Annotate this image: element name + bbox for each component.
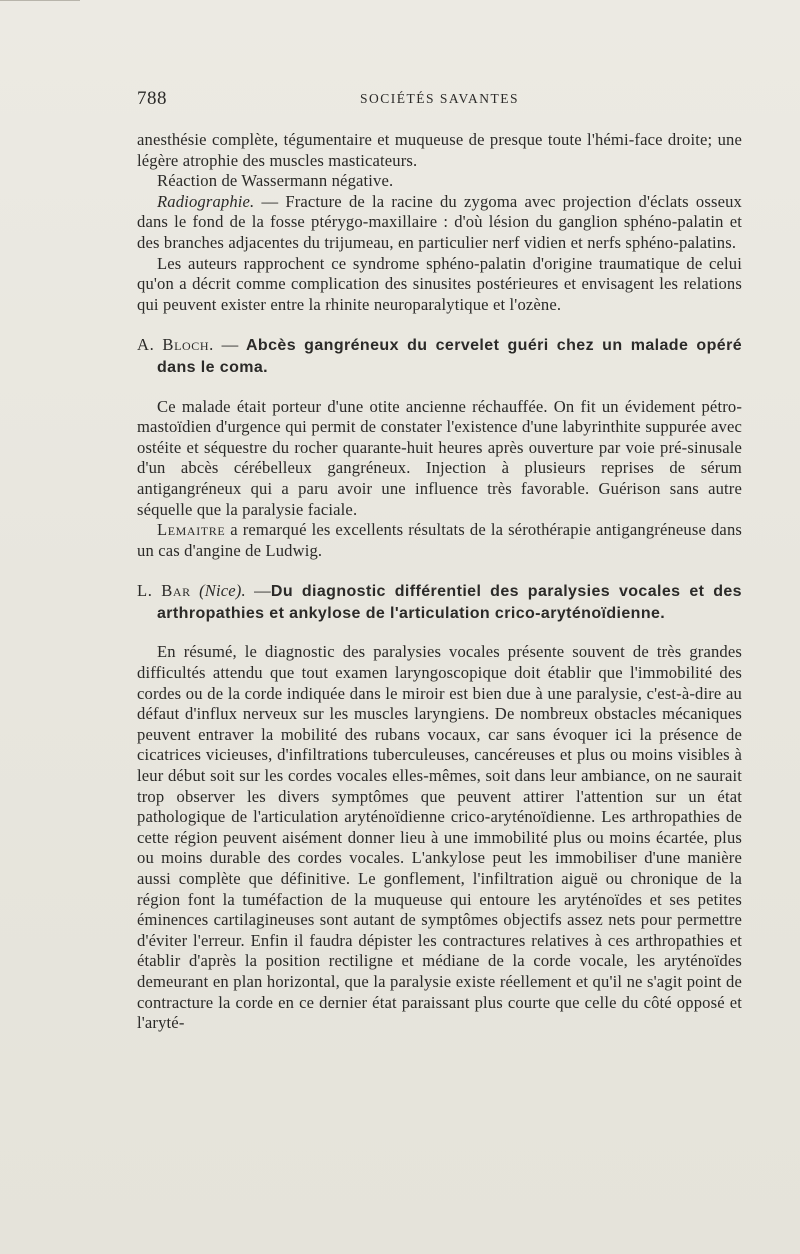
paper-title-abces: Abcès gangréneux du cervelet guéri chez un malade opéré dans le coma. (157, 337, 742, 376)
paragraph-lemaitre (137, 520, 742, 561)
paragraph-bar-resume: En résumé, le diagnostic des paralysies vocales présente souvent de très grandes difficultés attendu que tout examen laryngoscopique doit établir que l'immobilité des cordes ou de la corde indiquée dans le miroir est bien due à une paralysie, c'est-à-dire au défaut d'influx nerveux sur les muscles laryngiens. De nombreux obstacles mécaniques peuvent entraver la mobilité des rubans vocaux, car sans évoquer ici la présence de cicatrices vicieuses, d'infiltrations tuberculeuses, cancéreuses et plus ou moins visibles à leur début soit sur les cordes vocales elles-mêmes, soit dans leur ambiance, on ne saurait trop observer les divers symptômes que peuvent attirer l'attention sur un état pathologique de l'articulation aryténoïdienne crico-aryténoïdienne. Les arthropathies de cette région peuvent aisément donner lieu à une immobilité plus ou moins écartée, plus ou moins durable des cordes vocales. L'ankylose peut les immobiliser d'une manière aussi complète que définitive. Le gonflement, l'infiltration aiguë ou chronique de la région font la tuméfaction de la muqueuse qui entoure les aryténoïdes et ses petites éminences cartilagineuses sont autant de symptômes objectifs assez nets pour permettre d'éviter l'erreur. Enfin il faudra dépister les contractures relatives à ces arthropathies et établir d'après la position rectiligne et médiane de la corde vocale, les aryténoïdes demeurant en plan horizontal, que la paralysie existe réellement et qu'il ne s'agit point de contracture la corde en ce dernier état paraissant plus courte que celle du côté opposé et l'aryté- (137, 642, 742, 1033)
author-bloch: A. Bloch. (137, 335, 214, 355)
heading-dash: — (245, 581, 271, 601)
paper-title-diagnostic: Du diagnostic différentiel des paralysies vocales et des arthropathies et ankylose de l'articulation crico-aryténoïdienne. (157, 583, 742, 622)
radiographie-label: Radiographie. (157, 191, 255, 211)
spacer (137, 624, 742, 642)
paragraph-wassermann: Réaction de Wassermann négative. (157, 171, 394, 191)
spacer (137, 379, 742, 397)
paragraph-bloch-case: Ce malade était porteur d'une otite ancienne réchauffée. On fit un évidement pétro-mastoïdien d'urgence qui permit de constater l'existence d'une labyrinthite suppurée avec ostéite et séquestre du rocher quarante-huit heures après ouverture par voie pré-sinusale d'un abcès cérébelleux gangréneux. Injection à plusieurs reprises de sérum antigangréneux qui a paru avoir une influence très favorable. Guérison sans autre séquelle que la paralysie faciale. (137, 396, 742, 519)
author-bar: L. Bar (137, 581, 191, 601)
page-header (137, 88, 742, 112)
radiographie-text: — Fracture de la racine du zygoma avec projection d'éclats osseux dans le fond de la fosse ptérygo-maxillaire : d'où lésion du ganglion sphéno-palatin et des branches adjacentes du trijumeau, en particulier nerf vidien et nerfs sphéno-palatins. (137, 191, 742, 252)
heading-dash: — (213, 335, 246, 355)
paragraph-conclusion: Les auteurs rapprochent ce syndrome sphéno-palatin d'origine traumatique de celui qu'on a décrit comme complication des sinusites postérieures et envisagent les relations qui peuvent exister entre la rhinite neuroparalytique et l'ozène. (137, 253, 742, 314)
author-lemaitre: Lemaitre (157, 520, 226, 540)
section-heading-bar (137, 581, 742, 624)
article-body (137, 130, 742, 1034)
paragraph-radiographie (137, 192, 742, 254)
spacer (137, 315, 742, 335)
section-heading-bloch (137, 335, 742, 378)
paragraph-anesthesie: anesthésie complète, tégumentaire et muqueuse de presque toute l'hémi-face droite; une légère atrophie des muscles masticateurs. (137, 130, 742, 170)
page-edge-mark (0, 0, 80, 1)
spacer (137, 561, 742, 581)
page-number: 788 (137, 88, 167, 109)
author-place: (Nice). (199, 581, 246, 601)
running-head: SOCIÉTÉS SAVANTES (360, 91, 519, 106)
lemaitre-text: a remarqué les excellents résultats de la sérothérapie antigangréneuse dans un cas d'angine de Ludwig. (137, 520, 742, 560)
